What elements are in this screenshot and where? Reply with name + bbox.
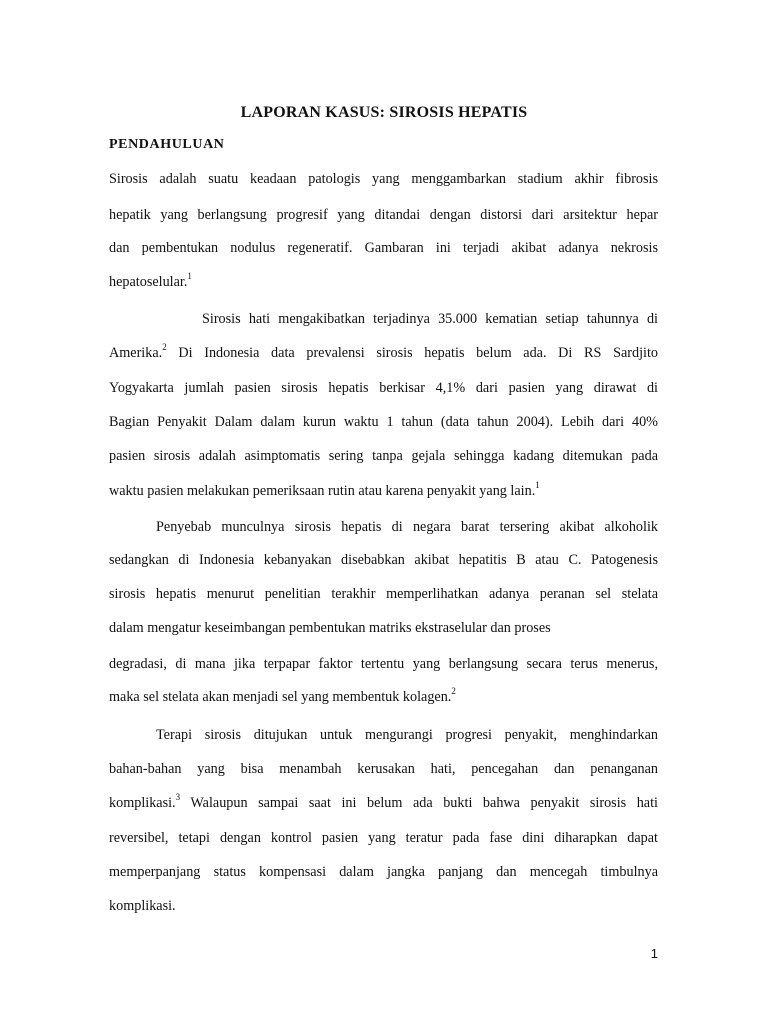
line-text: Yogyakarta jumlah pasien sirosis hepatis berkisar 4,1% dari pasien yang dirawat di: [109, 380, 658, 396]
paragraph-2-line-1: [202, 310, 658, 328]
line-text: reversibel, tetapi dengan kontrol pasien yang teratur pada fase dini diharapkan dapat: [109, 830, 658, 846]
line-text-continued: Walaupun sampai saat ini belum ada bukti bahwa penyakit sirosis hati: [180, 795, 658, 811]
paragraph-4-line-6: [109, 897, 176, 915]
paragraph-1-line-1: [109, 170, 658, 188]
paragraph-1-line-2: [109, 206, 658, 224]
paragraph-4-line-5: [109, 863, 658, 881]
paragraph-2-line-2: [109, 344, 658, 362]
line-text: waktu pasien melakukan pemeriksaan rutin atau karena penyakit yang lain.: [109, 483, 536, 499]
line-text: komplikasi.: [109, 795, 176, 811]
page-title: LAPORAN KASUS: SIROSIS HEPATIS: [240, 104, 528, 121]
footnote-ref: 2: [451, 686, 456, 697]
line-text: Bagian Penyakit Dalam dalam kurun waktu 1 tahun (data tahun 2004). Lebih dari 40%: [109, 414, 658, 430]
line-text: Terapi sirosis ditujukan untuk mengurangi progresi penyakit, menghindarkan: [156, 727, 658, 743]
paragraph-3-line-3: [109, 585, 658, 603]
paragraph-2-line-3: [109, 379, 658, 397]
line-text: dan pembentukan nodulus regeneratif. Gambaran ini terjadi akibat adanya nekrosis: [109, 240, 658, 256]
paragraph-3-line-6: [109, 688, 456, 706]
line-text: hepatoselular.: [109, 274, 188, 290]
line-text: hepatik yang berlangsung progresif yang ditandai dengan distorsi dari arsitektur hepar: [109, 207, 658, 223]
line-text: sedangkan di Indonesia kebanyakan disebabkan akibat hepatitis B atau C. Patogenesis: [109, 552, 658, 568]
line-text: memperpanjang status kompensasi dalam jangka panjang dan mencegah timbulnya: [109, 864, 658, 880]
line-text: Penyebab munculnya sirosis hepatis di negara barat tersering akibat alkoholik: [156, 519, 658, 535]
page-number: 1: [650, 946, 658, 961]
line-text: pasien sirosis adalah asimptomatis sering tanpa gejala sehingga kadang ditemukan pada: [109, 448, 658, 464]
line-text: maka sel stelata akan menjadi sel yang membentuk kolagen.: [109, 689, 452, 705]
paragraph-4-line-2: [109, 760, 658, 778]
line-text: bahan-bahan yang bisa menambah kerusakan hati, pencegahan dan penanganan: [109, 761, 658, 777]
line-text: komplikasi.: [109, 898, 176, 914]
footnote-ref: 2: [162, 342, 167, 353]
line-text: Amerika.: [109, 345, 163, 361]
section-heading: PENDAHULUAN: [109, 137, 225, 152]
line-text: Sirosis hati mengakibatkan terjadinya 35.000 kematian setiap tahunnya di: [202, 311, 658, 327]
paragraph-4-line-1: [156, 726, 658, 744]
footnote-ref: 3: [175, 792, 181, 803]
paragraph-2-line-6: [109, 482, 540, 500]
paragraph-2-line-5: [109, 447, 658, 465]
paragraph-2-line-4: [109, 413, 658, 431]
footnote-ref: 1: [535, 480, 540, 491]
paragraph-4-line-4: [109, 829, 658, 847]
line-text: Sirosis adalah suatu keadaan patologis yang menggambarkan stadium akhir fibrosis: [109, 171, 658, 187]
footnote-ref: 1: [187, 271, 192, 282]
line-text: degradasi, di mana jika terpapar faktor tertentu yang berlangsung secara terus menerus,: [109, 656, 658, 672]
line-text: sirosis hepatis menurut penelitian terakhir memperlihatkan adanya peranan sel stelata: [109, 586, 658, 602]
paragraph-3-line-2: [109, 551, 658, 569]
line-text: dalam mengatur keseimbangan pembentukan matriks ekstraselular dan proses: [109, 620, 551, 636]
line-text-continued: Di Indonesia data prevalensi sirosis hepatis belum ada. Di RS Sardjito: [166, 345, 658, 361]
paragraph-3-line-4: [109, 619, 551, 637]
paragraph-3-line-5: [109, 655, 658, 673]
paragraph-4-line-3: [109, 794, 658, 812]
paragraph-3-line-1: [156, 518, 658, 536]
paragraph-1-line-4: [109, 273, 192, 291]
paragraph-1-line-3: [109, 239, 658, 257]
